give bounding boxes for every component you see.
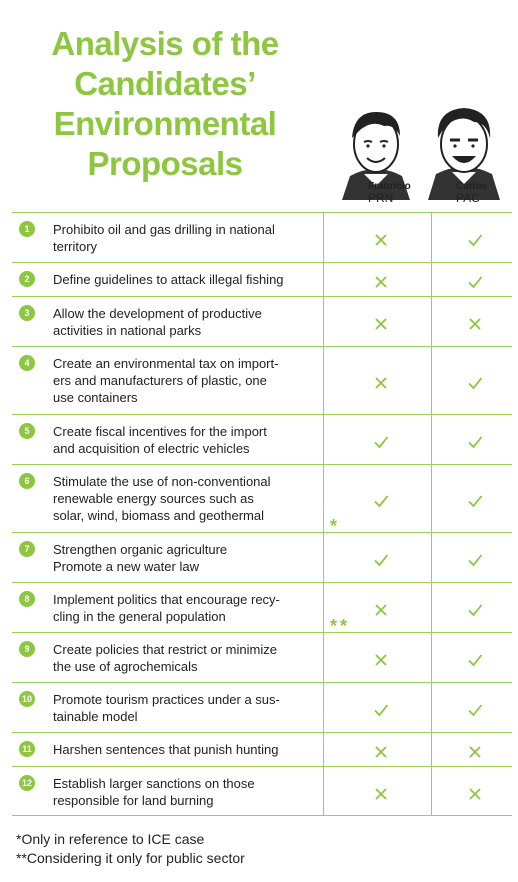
proposal-text-line: the use of agrochemicals xyxy=(53,659,198,674)
row-number-badge: 5 xyxy=(19,423,35,439)
candidate-header-carlos xyxy=(420,100,508,208)
footnotes xyxy=(16,830,245,868)
candidate-party: PAC xyxy=(456,191,480,205)
title-line: Candidates’ xyxy=(74,65,256,102)
check-icon xyxy=(467,375,483,391)
proposal-text xyxy=(53,691,323,725)
table-row xyxy=(12,632,512,682)
proposal-text xyxy=(53,305,323,339)
table-row xyxy=(12,732,512,766)
row-number-badge: 1 xyxy=(19,221,35,237)
proposal-text-line: Create policies that restrict or minimize xyxy=(53,642,277,657)
proposal-text-line: Allow the development of productive xyxy=(53,306,262,321)
x-icon xyxy=(467,744,483,760)
x-icon xyxy=(373,274,389,290)
proposal-text-line: Establish larger sanctions on those xyxy=(53,776,255,791)
page-title xyxy=(0,24,330,184)
proposal-text-line: use containers xyxy=(53,390,138,405)
proposal-text xyxy=(53,355,323,406)
title-line: Environmental xyxy=(53,105,277,142)
table-row xyxy=(12,682,512,732)
check-icon xyxy=(467,652,483,668)
proposal-text xyxy=(53,775,323,809)
proposal-text-line: Promote tourism practices under a sus- xyxy=(53,692,280,707)
proposal-text-line: Strengthen organic agriculture xyxy=(53,542,228,557)
row-number-badge: 3 xyxy=(19,305,35,321)
table-row xyxy=(12,296,512,346)
candidate-name: Frabricio xyxy=(368,181,411,192)
row-number-badge: 2 xyxy=(19,271,35,287)
x-icon xyxy=(373,316,389,332)
proposal-text xyxy=(53,541,323,575)
proposal-text xyxy=(53,221,323,255)
x-icon xyxy=(373,232,389,248)
proposal-text-line: activities in national parks xyxy=(53,323,202,338)
x-icon xyxy=(373,602,389,618)
proposal-text-line: Create fiscal incentives for the import xyxy=(53,424,267,439)
candidate-name: Carlos xyxy=(456,181,488,192)
title-line: Analysis of the xyxy=(51,25,279,62)
row-number-badge: 10 xyxy=(19,691,35,707)
check-icon xyxy=(467,274,483,290)
x-icon xyxy=(467,786,483,802)
check-icon xyxy=(467,602,483,618)
check-icon xyxy=(373,434,389,450)
check-icon xyxy=(467,702,483,718)
row-number-badge: 9 xyxy=(19,641,35,657)
proposal-text-line: Harshen sentences that punish hunting xyxy=(53,742,279,757)
x-icon xyxy=(373,786,389,802)
footnote-marker: * xyxy=(330,516,341,536)
proposal-text-line: Define guidelines to attack illegal fishing xyxy=(53,272,284,287)
proposal-text xyxy=(53,473,323,524)
table-row xyxy=(12,532,512,582)
table-row xyxy=(12,766,512,816)
proposal-text-line: Implement politics that encourage recy- xyxy=(53,592,280,607)
candidate-header-frabricio xyxy=(332,100,420,208)
check-icon xyxy=(373,552,389,568)
proposal-text-line: territory xyxy=(53,239,98,254)
row-number-badge: 12 xyxy=(19,775,35,791)
footnote: *Only in reference to ICE case xyxy=(16,831,205,847)
proposal-text-line: renewable energy sources such as xyxy=(53,491,254,506)
title-line: Proposals xyxy=(87,145,243,182)
proposal-text-line: Stimulate the use of non-conventional xyxy=(53,474,271,489)
proposal-text-line: Promote a new water law xyxy=(53,559,199,574)
row-number-badge: 6 xyxy=(19,473,35,489)
table-row xyxy=(12,346,512,414)
table-row xyxy=(12,262,512,296)
proposal-text xyxy=(53,591,323,625)
proposal-text xyxy=(53,423,323,457)
table-row xyxy=(12,212,512,262)
proposal-text-line: tainable model xyxy=(53,709,138,724)
proposal-text-line: cling in the general population xyxy=(53,609,226,624)
x-icon xyxy=(373,375,389,391)
table-row xyxy=(12,414,512,464)
proposal-text xyxy=(53,641,323,675)
proposal-text-line: and acquisition of electric vehicles xyxy=(53,441,250,456)
check-icon xyxy=(373,493,389,509)
proposal-text xyxy=(53,741,323,758)
row-number-badge: 8 xyxy=(19,591,35,607)
x-icon xyxy=(373,652,389,668)
check-icon xyxy=(467,434,483,450)
proposal-text-line: Create an environmental tax on import- xyxy=(53,356,279,371)
proposal-text-line: Prohibito oil and gas drilling in national xyxy=(53,222,275,237)
check-icon xyxy=(467,493,483,509)
proposal-text-line: solar, wind, biomass and geothermal xyxy=(53,508,265,523)
row-number-badge: 4 xyxy=(19,355,35,371)
x-icon xyxy=(373,744,389,760)
table-row xyxy=(12,464,512,536)
check-icon xyxy=(467,232,483,248)
proposals-table xyxy=(12,212,512,816)
check-icon xyxy=(373,702,389,718)
proposal-text-line: ers and manufacturers of plastic, one xyxy=(53,373,267,388)
x-icon xyxy=(467,316,483,332)
table-row xyxy=(12,582,512,636)
footnote: **Considering it only for public sector xyxy=(16,850,245,866)
proposal-text-line: responsible for land burning xyxy=(53,793,214,808)
row-number-badge: 7 xyxy=(19,541,35,557)
footnote-marker: ** xyxy=(330,616,351,636)
row-number-badge: 11 xyxy=(19,741,35,757)
proposal-text xyxy=(53,271,323,288)
candidate-party: PRN xyxy=(368,191,394,205)
check-icon xyxy=(467,552,483,568)
